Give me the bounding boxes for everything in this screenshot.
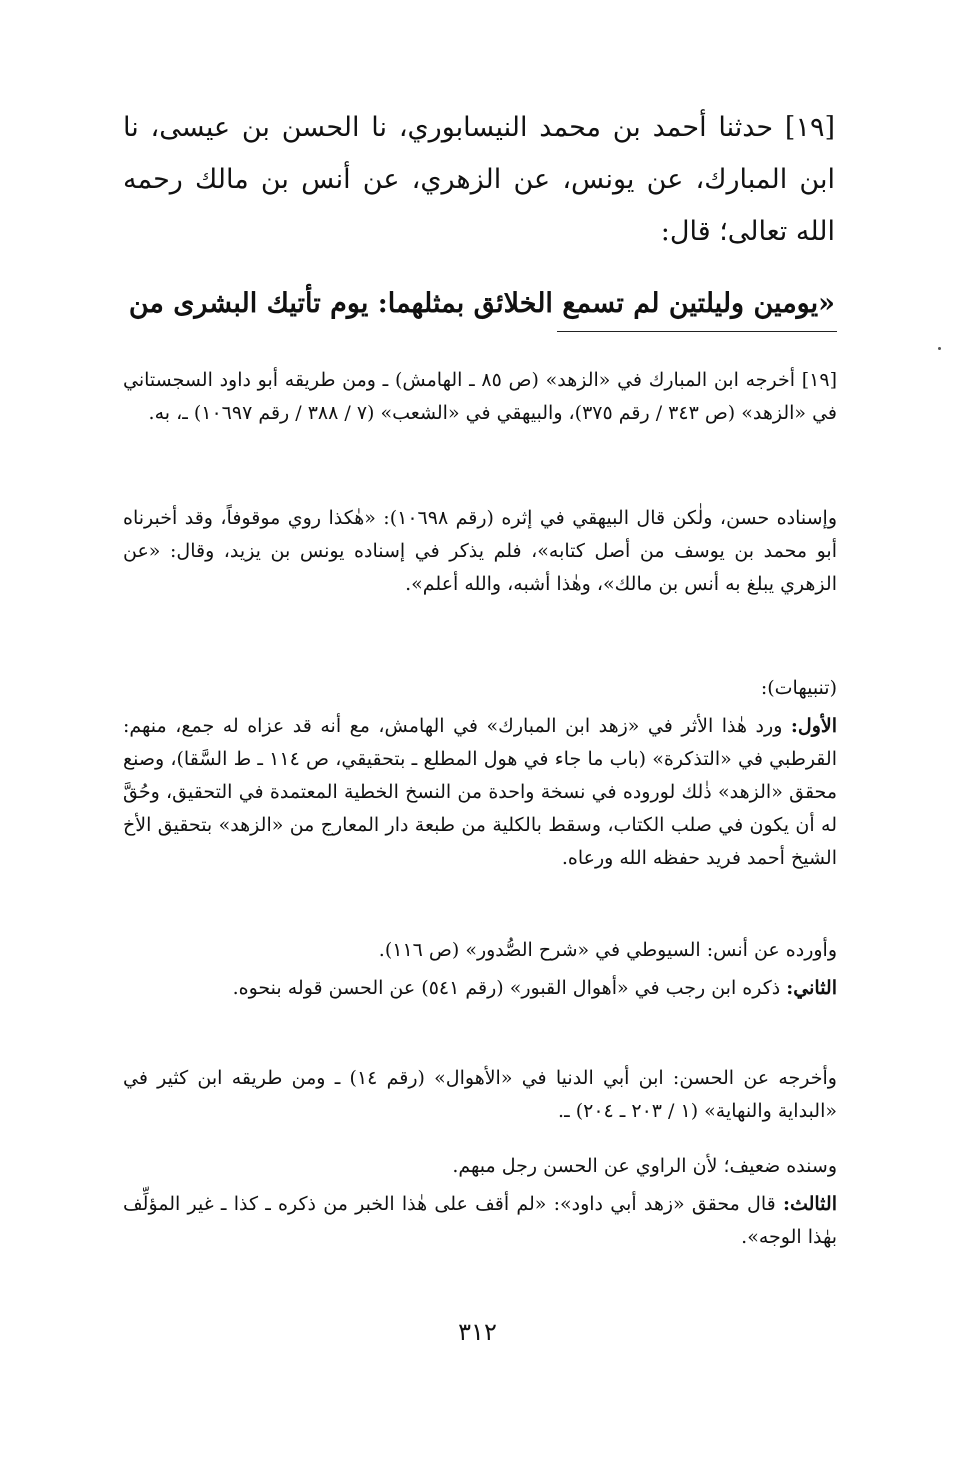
first-note-label: الأول: (790, 715, 837, 737)
footnote-second-note-extra: وأخرجه عن الحسن: ابن أبي الدنيا في «الأهوال» (رقم ١٤) ـ ومن طريقه ابن كثير في «البداية والنهاية» (١ / ٢٠٣ ـ ٢٠٤) ـ. (123, 1067, 837, 1122)
hadith-matn-quote: «يومين وليلتين لم تسمع الخلائق بمثلهما: يوم تأتيك البشرى من (128, 288, 835, 319)
footnote-second-note (123, 972, 837, 1005)
footnote-third-note (123, 1188, 837, 1254)
first-note-text: ورد هٰذا الأثر في «زهد ابن المبارك» في الهامش، مع أنه قد عزاه له جمع، منهم: القرطبي في «التذكرة» (باب ما جاء في هول المطلع ـ بتحقيقي، ص ١١٤ ـ ط السَّقا)، وصنع محقق «الزهد» ذٰلك لوروده في نسخة واحدة من النسخ الخطية المعتمدة في التحقيق، وحُقَّ له أن يكون في صلب الكتاب، وسقط بالكلية من طبعة دار المعارج من «الزهد» بتحقيق الأخ الشيخ أحمد فريد حفظه الله ورعاه. (123, 715, 837, 869)
margin-mark (938, 347, 941, 350)
footnote-takhrij: [١٩] أخرجه ابن المبارك في «الزهد» (ص ٨٥ ـ الهامش) ـ ومن طريقه أبو داود السجستاني في «الزهد» (ص ٣٤٣ / رقم ٣٧٥)، والبيهقي في «الشعب» (٧ / ٣٨٨ / رقم ١٠٦٩٧) ـ، به. (123, 369, 837, 424)
second-note-text: ذكره ابن رجب في «أهوال القبور» (رقم ٥٤١) عن الحسن قوله بنحوه. (232, 977, 787, 999)
footnote-separator (557, 331, 837, 332)
page-number: ٣١٢ (458, 1318, 497, 1346)
footnote-second-note-weak: وسنده ضعيف؛ لأن الراوي عن الحسن رجل مبهم. (452, 1155, 837, 1177)
footnote-isnad-grading: وإسناده حسن، ولٰكن قال البيهقي في إثره (رقم ١٠٦٩٨): «هٰكذا روي موقوفاً، وقد أخبرناه أبو محمد بن يوسف من أصل كتابه»، فلم يذكر في إسناده يونس بن يزيد، وقال: «عن الزهري يبلغ به أنس بن مالك»، وهٰذا أشبه، والله أعلم». (123, 507, 837, 595)
footnote-first-note-extra: وأورده عن أنس: السيوطي في «شرح الصُّدور» (ص ١١٦). (378, 939, 837, 961)
footnote-tanbihat-heading: (تنبيهات): (760, 677, 837, 699)
third-note-label: الثالث: (782, 1193, 837, 1215)
third-note-text: قال محقق «زهد أبي داود»: «لم أقف على هٰذا الخبر من ذكره ـ كذا ـ غير المؤلِّف بهٰذا الوجه». (123, 1193, 837, 1248)
footnote-first-note (123, 710, 837, 875)
second-note-label: الثاني: (786, 977, 837, 999)
hadith-isnad-paragraph: [١٩] حدثنا أحمد بن محمد النيسابوري، نا الحسن بن عيسى، نا ابن المبارك، عن يونس، عن الزهري، عن أنس بن مالك رحمه الله تعالى؛ قال: (123, 112, 835, 247)
